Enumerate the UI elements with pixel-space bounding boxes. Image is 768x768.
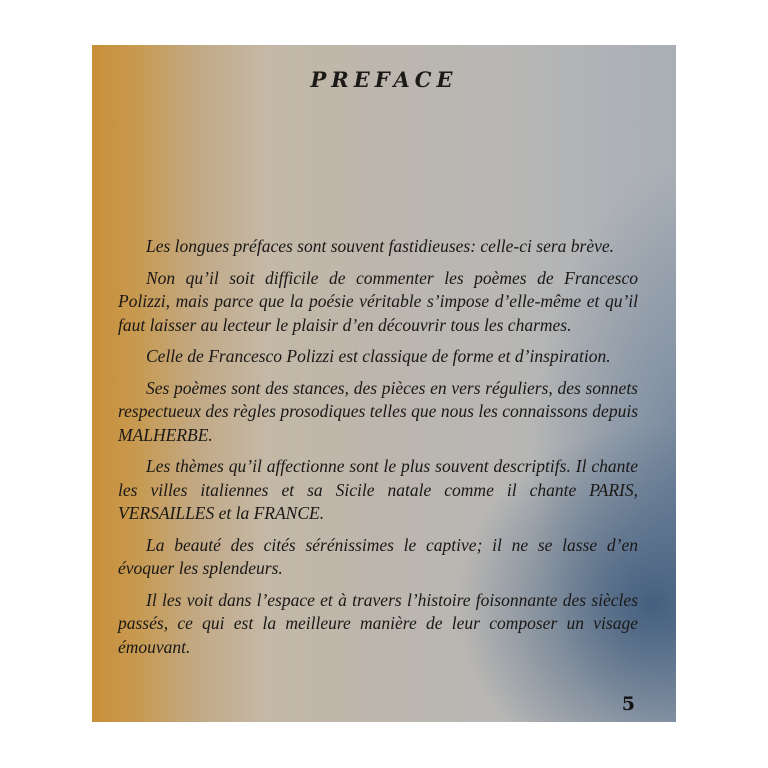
paragraph-6: La beauté des cités sérénissimes le captive; il ne se lasse d’en évoquer les splendeurs. — [118, 534, 638, 578]
paragraph-7: Il les voit dans l’espace et à travers l’histoire foisonnante des siècles passés, ce qui est la meilleure manière de leur composer un visage émouvant. — [118, 589, 638, 657]
page-number: 5 — [621, 693, 635, 715]
page-title: PREFACE — [310, 67, 458, 92]
preface-text — [118, 235, 638, 667]
paragraph-3: Celle de Francesco Polizzi est classique de forme et d’inspiration. — [146, 346, 611, 366]
book-page — [92, 45, 676, 722]
paragraph-2: Non qu’il soit difficile de commenter les poèmes de Francesco Polizzi, mais parce que la poésie véritable s’impose d’elle-même et qu’il faut laisser au lecteur le plaisir d’en découvrir tous les charmes. — [118, 267, 638, 335]
paragraph-1: Les longues préfaces sont souvent fastidieuses: celle-ci sera brève. — [146, 236, 615, 256]
paragraph-4: Ses poèmes sont des stances, des pièces en vers réguliers, des sonnets respectueux des règles prosodiques telles que nous les connaissons depuis MALHERBE. — [118, 377, 638, 445]
paragraph-5: Les thèmes qu’il affectionne sont le plus souvent descriptifs. Il chante les villes italiennes et sa Sicile natale comme il chante PARIS, VERSAILLES et la FRANCE. — [118, 456, 638, 523]
